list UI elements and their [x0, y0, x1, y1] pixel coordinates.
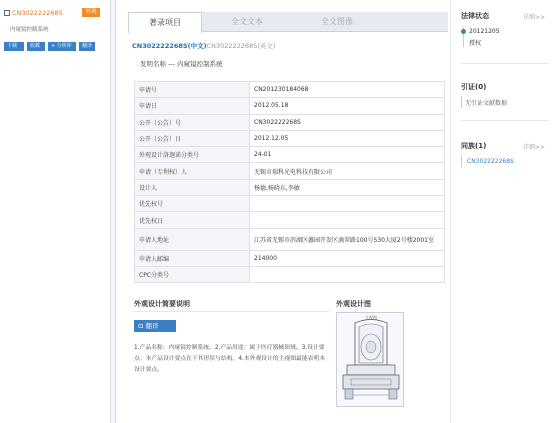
legal-status-title: 法律状态	[461, 12, 489, 20]
table-row	[135, 228, 445, 250]
field-value: 2012.12.05	[250, 130, 445, 146]
table-row	[135, 196, 445, 212]
result-checkbox[interactable]	[4, 10, 10, 16]
citation-empty-text: 无引证文献数据	[465, 100, 508, 107]
divider	[461, 63, 549, 64]
table-row	[135, 163, 445, 179]
legal-status-value: 授权	[469, 40, 482, 47]
field-value	[250, 196, 445, 212]
table-row	[135, 266, 445, 282]
image-section-title: 外观设计图	[336, 300, 371, 308]
field-label: CPC分类号	[135, 266, 250, 282]
detail-tabs	[128, 12, 448, 32]
document-title-cn[interactable]: CN302222268S(中文)	[132, 42, 207, 50]
field-label: 申请日	[135, 98, 250, 114]
detail-panel	[118, 0, 448, 423]
family-bar	[461, 155, 462, 167]
field-value	[250, 266, 445, 282]
translate-brief-button[interactable]	[134, 320, 176, 332]
tab-bibliography[interactable]: 著录项目	[128, 12, 202, 33]
translate-icon: ⊡	[138, 322, 146, 330]
design-image-thumbnail[interactable]	[336, 312, 404, 407]
family-more-link[interactable]: 详细>>	[523, 144, 546, 151]
divider	[461, 120, 549, 121]
field-label: 外观设计洛迦诺分类号	[135, 147, 250, 163]
design-drawing	[337, 313, 405, 408]
field-label: 优先权日	[135, 212, 250, 228]
field-value: 无锡市瑞科光电科技有限公司	[250, 163, 445, 179]
add-to-analysis-button[interactable]: + 分析库	[48, 42, 76, 51]
family-title: 同族(1)	[461, 142, 487, 150]
translate-brief-label: 翻译	[145, 322, 159, 330]
field-label: 申请号	[135, 82, 250, 98]
table-row	[135, 130, 445, 146]
panel-splitter[interactable]	[110, 0, 116, 423]
bibliography-table	[134, 81, 445, 283]
family-item-link[interactable]: CN302222268S	[467, 158, 514, 165]
field-label: 设计人	[135, 179, 250, 195]
result-actions	[4, 42, 95, 51]
field-label: 优先权号	[135, 196, 250, 212]
legal-status-date: 20121205	[469, 28, 500, 35]
field-value: CN201230184068	[250, 82, 445, 98]
field-label: 申请人地址	[135, 228, 250, 250]
table-row	[135, 82, 445, 98]
document-title-en[interactable]: CN302222268S(英文)	[206, 42, 276, 50]
result-list-panel	[0, 0, 108, 423]
citation-title: 引证(0)	[461, 83, 487, 91]
field-value: 24-01	[250, 147, 445, 163]
legal-status-more-link[interactable]: 详细>>	[523, 14, 546, 21]
citation-bar	[461, 96, 462, 108]
field-value: 2012.05.18	[250, 98, 445, 114]
brief-description: 1.产品名称：内窥镜控制系统。2.产品用途：属于医疗器械领域。3.设计要点：本产品设计要点在于其形状与结构。4.本外观设计的主视图最能表明本设计要点。	[134, 345, 326, 373]
brief-section-title: 外观设计简要说明	[134, 300, 190, 308]
field-value: CN302222268S	[250, 114, 445, 130]
table-row	[135, 147, 445, 163]
tab-fulltext[interactable]: 全文文本	[231, 17, 263, 26]
table-row	[135, 212, 445, 228]
result-title: 内窥镜控制系统	[10, 27, 49, 33]
tab-fullimage[interactable]: 全文图像	[321, 17, 353, 26]
field-value	[250, 212, 445, 228]
design-name: 发明名称 --- 内窥镜控制系统	[140, 60, 223, 68]
document-title	[132, 41, 275, 50]
table-row	[135, 98, 445, 114]
field-value: 214000	[250, 250, 445, 266]
translate-button[interactable]: 翻译	[79, 42, 95, 51]
table-row	[135, 114, 445, 130]
field-label: 公开（公告）号	[135, 114, 250, 130]
result-number-link[interactable]: CN302222268S	[12, 9, 63, 17]
field-value: 江苏省无锡市滨湖区蠡园开发区滴翠路100号530大厦2号楼2001室	[250, 228, 445, 250]
result-item-header	[4, 9, 104, 19]
field-label: 申请人邮编	[135, 250, 250, 266]
table-row	[135, 250, 445, 266]
field-value: 杨德,杨晓东,李敏	[250, 179, 445, 195]
field-label: 公开（公告）日	[135, 130, 250, 146]
download-button[interactable]: 下载	[4, 42, 24, 51]
favorite-button[interactable]: 收藏	[27, 42, 45, 51]
side-info-panel	[450, 0, 554, 423]
result-type-badge: 外观	[82, 8, 100, 17]
design-view-caption: 主视图	[365, 315, 377, 320]
section-divider	[134, 311, 329, 312]
table-row	[135, 179, 445, 195]
timeline-dot-icon	[461, 29, 466, 34]
field-label: 申请（专利权）人	[135, 163, 250, 179]
